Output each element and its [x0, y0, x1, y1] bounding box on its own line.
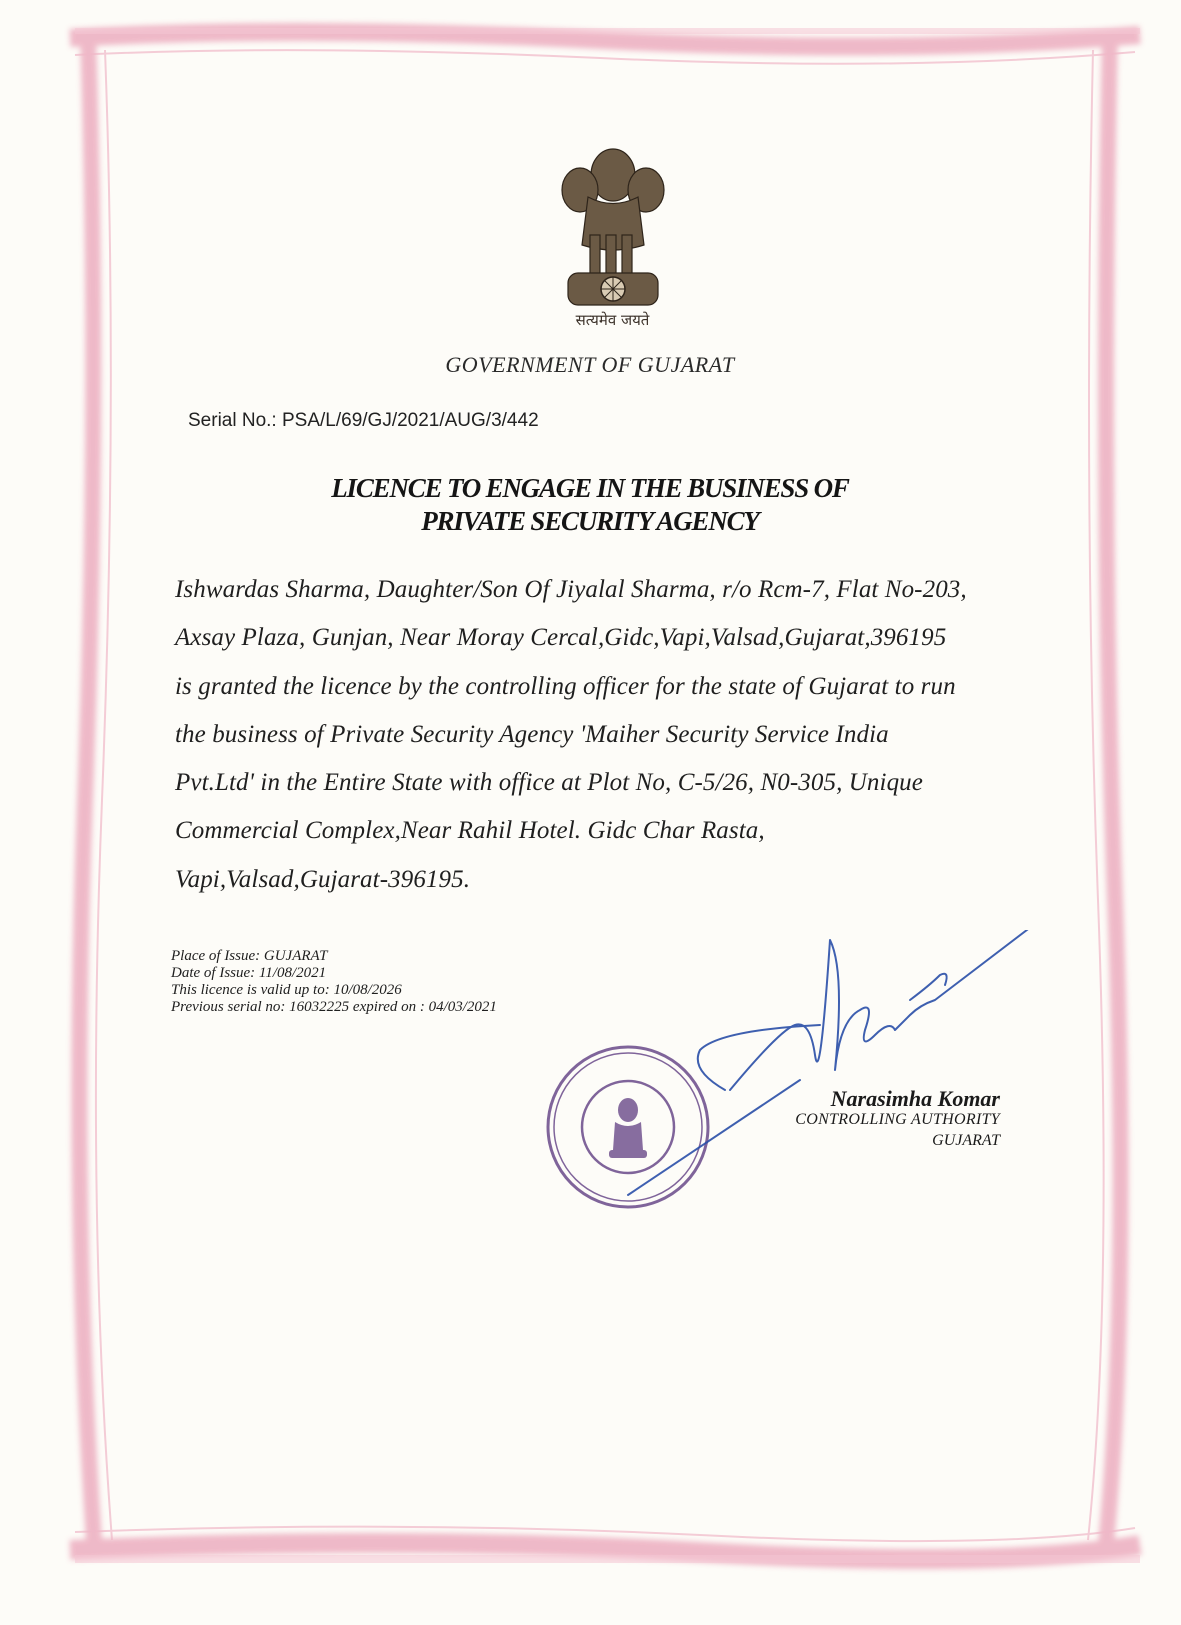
body-line: is granted the licence by the controlling officer for the state of Gujarat to run: [175, 672, 956, 700]
issue-details: [171, 948, 497, 1016]
body-line: Commercial Complex,Near Rahil Hotel. Gidc Char Rasta,: [175, 817, 765, 845]
body-line: Axsay Plaza, Gunjan, Near Moray Cercal,Gidc,Vapi,Valsad,Gujarat,396195: [175, 624, 947, 652]
body-line: Vapi,Valsad,Gujarat-396195.: [175, 865, 471, 893]
date-of-issue: Date of Issue: 11/08/2021: [171, 965, 327, 981]
government-title: GOVERNMENT OF GUJARAT: [445, 352, 735, 377]
licence-title-line-2: PRIVATE SECURITY AGENCY: [421, 506, 759, 536]
emblem-motto: सत्यमेव जयते: [575, 311, 650, 329]
body-line: Pvt.Ltd' in the Entire State with office at Plot No, C-5/26, N0-305, Unique: [175, 769, 923, 797]
signature-icon: [620, 930, 1090, 1240]
place-of-issue: Place of Issue: GUJARAT: [171, 948, 328, 964]
licence-title-line-1: LICENCE TO ENGAGE IN THE BUSINESS OF: [331, 473, 849, 503]
ashoka-lion-capital-icon: [548, 135, 678, 335]
serial-number: Serial No.: PSA/L/69/GJ/2021/AUG/3/442: [188, 410, 539, 431]
body-line: the business of Private Security Agency 'Maiher Security Service India: [175, 720, 889, 748]
licence-title: [230, 472, 950, 538]
previous-serial: Previous serial no: 16032225 expired on : 04/03/2021: [171, 999, 497, 1015]
body-line: Ishwardas Sharma, Daughter/Son Of Jiyalal Sharma, r/o Rcm-7, Flat No-203,: [175, 576, 967, 603]
signatory-name: Narasimha Komar: [830, 1086, 1000, 1111]
signatory-role: CONTROLLING AUTHORITY: [795, 1111, 1000, 1128]
signatory-state: GUJARAT: [932, 1132, 1000, 1149]
validity: This licence is valid up to: 10/08/2026: [171, 982, 402, 998]
licence-body: [175, 575, 1115, 913]
